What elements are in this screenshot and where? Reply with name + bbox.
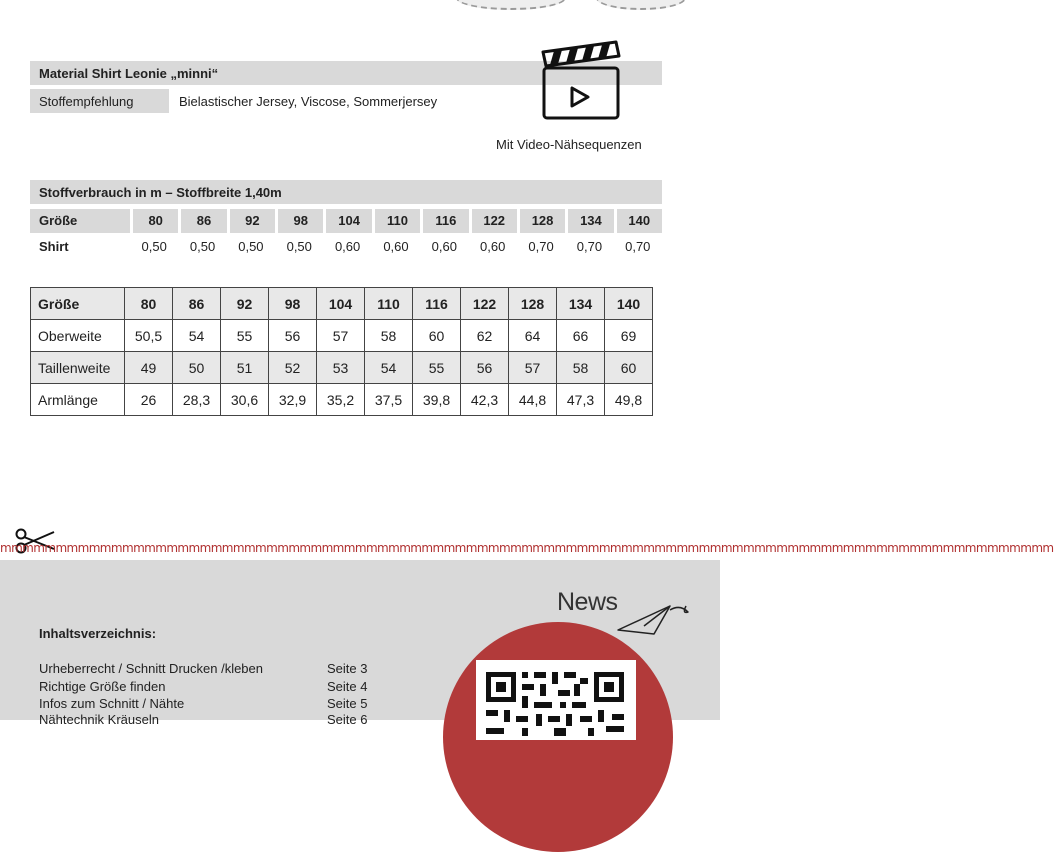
news-label: News bbox=[557, 588, 618, 616]
toc-item-page: Seite 4 bbox=[327, 679, 368, 694]
measurement-cell: 56 bbox=[269, 320, 317, 352]
toc-item-label: Infos zum Schnitt / Nähte bbox=[39, 696, 185, 711]
size-cell: 104 bbox=[323, 209, 371, 233]
measurement-cell: 32,9 bbox=[269, 384, 317, 416]
size-cell: 140 bbox=[614, 209, 662, 233]
measurement-row-oberweite bbox=[31, 320, 653, 352]
measurement-cell: 62 bbox=[461, 320, 509, 352]
size-cell: 110 bbox=[365, 288, 413, 320]
size-cell: 86 bbox=[178, 209, 226, 233]
measurement-cell: 50 bbox=[173, 352, 221, 384]
size-cell: 116 bbox=[420, 209, 468, 233]
size-cell: 92 bbox=[221, 288, 269, 320]
measurement-cell: 64 bbox=[509, 320, 557, 352]
size-cell: 92 bbox=[227, 209, 275, 233]
consumption-cell: 0,60 bbox=[383, 239, 409, 254]
consumption-size-label: Größe bbox=[30, 209, 130, 233]
measurement-cell: 53 bbox=[317, 352, 365, 384]
size-cell: 122 bbox=[469, 209, 517, 233]
measurement-cell: 49 bbox=[125, 352, 173, 384]
top-decoration-left bbox=[456, 0, 566, 10]
consumption-size-row bbox=[30, 209, 662, 233]
consumption-cell: 0,50 bbox=[238, 239, 264, 254]
consumption-cell: 0,70 bbox=[576, 239, 603, 254]
size-cell: 122 bbox=[461, 288, 509, 320]
measurement-row-label: Taillenweite bbox=[31, 352, 125, 384]
size-cell: 134 bbox=[557, 288, 605, 320]
measurement-cell: 47,3 bbox=[557, 384, 605, 416]
size-cell: 104 bbox=[317, 288, 365, 320]
size-cell: 116 bbox=[413, 288, 461, 320]
consumption-shirt-row bbox=[30, 235, 662, 259]
size-cell: 98 bbox=[269, 288, 317, 320]
qr-code[interactable] bbox=[476, 660, 636, 740]
toc-title: Inhaltsverzeichnis: bbox=[39, 626, 157, 641]
measurement-cell: 66 bbox=[557, 320, 605, 352]
size-cell: 98 bbox=[275, 209, 323, 233]
measurement-row-taillenweite bbox=[31, 352, 653, 384]
measurement-cell: 55 bbox=[221, 320, 269, 352]
measurement-table bbox=[30, 287, 653, 416]
toc-item-page: Seite 6 bbox=[327, 712, 368, 727]
size-cell: 128 bbox=[517, 209, 565, 233]
measurement-cell: 56 bbox=[461, 352, 509, 384]
measurement-cell: 54 bbox=[173, 320, 221, 352]
consumption-cell: 0,50 bbox=[189, 239, 216, 254]
consumption-title: Stoffverbrauch in m – Stoffbreite 1,40m bbox=[39, 185, 282, 200]
consumption-cell: 0,70 bbox=[625, 239, 651, 254]
size-cell: 134 bbox=[565, 209, 613, 233]
measurement-cell: 57 bbox=[509, 352, 557, 384]
size-cell: 128 bbox=[509, 288, 557, 320]
measurement-cell: 44,8 bbox=[509, 384, 557, 416]
cut-line: mmmmmmmmmmmmmmmmmmmmmmmmmmmmmmmmmmmmmmmmmmmmmmmmmmmmmmmmmmmmmmmmmmmmmmmmmmmmmmmmmmmmmmmmmmmmmmm bbox=[0, 541, 1054, 555]
consumption-cell: 0,50 bbox=[141, 239, 167, 254]
measurement-cell: 60 bbox=[605, 352, 653, 384]
toc-item-page: Seite 5 bbox=[327, 696, 368, 711]
measurement-cell: 58 bbox=[557, 352, 605, 384]
measurement-cell: 42,3 bbox=[461, 384, 509, 416]
measurement-cell: 51 bbox=[221, 352, 269, 384]
measurement-cell: 30,6 bbox=[221, 384, 269, 416]
measurement-cell: 69 bbox=[605, 320, 653, 352]
fabric-value: Bielastischer Jersey, Viscose, Sommerjersey bbox=[179, 94, 438, 109]
size-cell: 80 bbox=[125, 288, 173, 320]
measurement-cell: 52 bbox=[269, 352, 317, 384]
consumption-table bbox=[30, 209, 662, 259]
measurement-cell: 35,2 bbox=[317, 384, 365, 416]
measurement-cell: 57 bbox=[317, 320, 365, 352]
measurement-cell: 50,5 bbox=[125, 320, 173, 352]
size-cell: 110 bbox=[372, 209, 420, 233]
measurement-cell: 60 bbox=[413, 320, 461, 352]
consumption-row-label: Shirt bbox=[39, 239, 69, 254]
measurement-header-row bbox=[31, 288, 653, 320]
size-cell: 86 bbox=[173, 288, 221, 320]
video-caption: Mit Video-Nähsequenzen bbox=[496, 137, 642, 152]
measurement-cell: 26 bbox=[125, 384, 173, 416]
measurement-row-armlaenge bbox=[31, 384, 653, 416]
paper-plane-icon bbox=[614, 600, 692, 640]
consumption-cell: 0,70 bbox=[528, 239, 554, 254]
measurement-cell: 37,5 bbox=[365, 384, 413, 416]
toc-item-label: Richtige Größe finden bbox=[39, 679, 166, 694]
toc-item-page: Seite 3 bbox=[327, 661, 368, 676]
measurement-row-label: Armlänge bbox=[31, 384, 125, 416]
top-decoration-right bbox=[596, 0, 686, 10]
measurement-cell: 49,8 bbox=[605, 384, 653, 416]
consumption-cell: 0,60 bbox=[431, 239, 457, 254]
measurement-cell: 39,8 bbox=[413, 384, 461, 416]
measurement-cell: 58 bbox=[365, 320, 413, 352]
toc-item-label: Nähtechnik Kräuseln bbox=[39, 712, 159, 727]
consumption-cell: 0,60 bbox=[334, 239, 361, 254]
size-cell: 140 bbox=[605, 288, 653, 320]
fabric-label: Stoffempfehlung bbox=[39, 94, 134, 109]
toc-item-label: Urheberrecht / Schnitt Drucken /kleben bbox=[39, 661, 263, 676]
material-title: Material Shirt Leonie „minni“ bbox=[39, 66, 219, 81]
measurement-cell: 55 bbox=[413, 352, 461, 384]
measurement-row-label: Oberweite bbox=[31, 320, 125, 352]
measurement-cell: 28,3 bbox=[173, 384, 221, 416]
consumption-cell: 0,50 bbox=[286, 239, 312, 254]
clapperboard-icon bbox=[540, 40, 622, 122]
consumption-cell: 0,60 bbox=[480, 239, 506, 254]
size-cell: 80 bbox=[130, 209, 178, 233]
measurement-size-label: Größe bbox=[31, 288, 125, 320]
measurement-cell: 54 bbox=[365, 352, 413, 384]
